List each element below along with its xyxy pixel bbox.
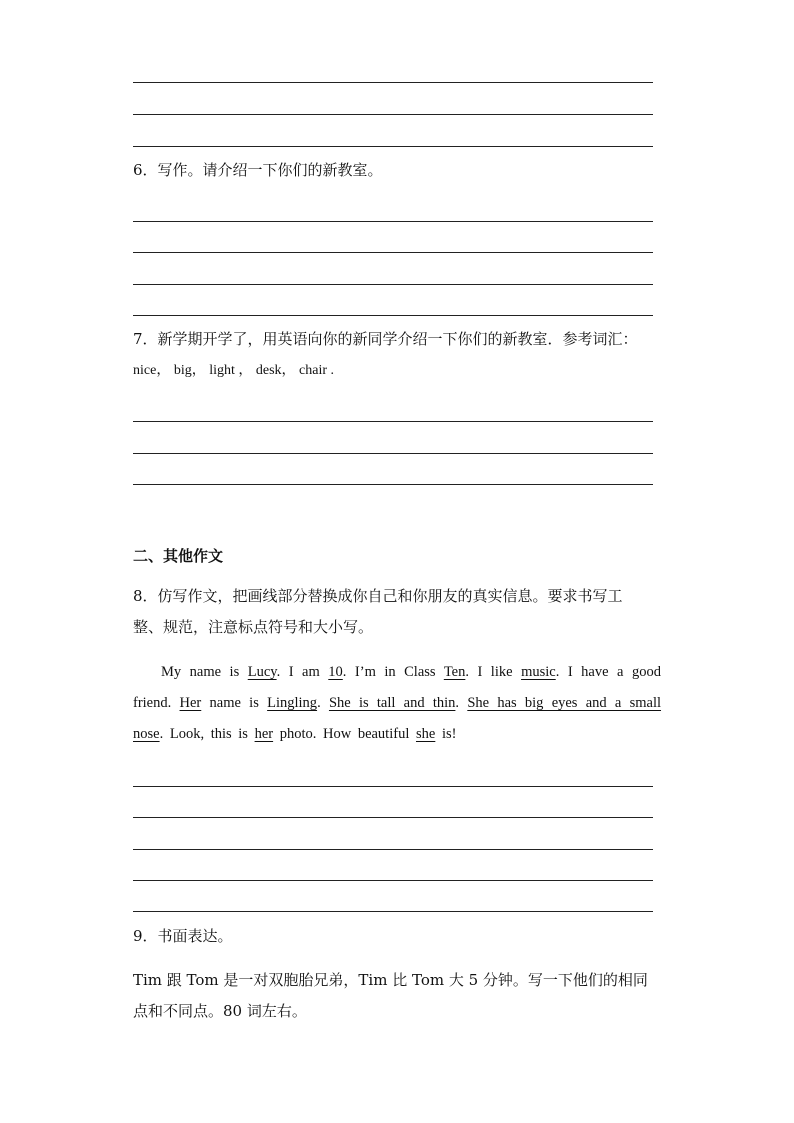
question-7-vocabulary: nice， big， light ， desk， chair . xyxy=(133,363,335,378)
question-9-title: 9．书面表达。 xyxy=(133,927,233,945)
passage-text: . I am xyxy=(276,664,329,680)
underlined-phrase: Lucy xyxy=(247,664,277,680)
writing-line xyxy=(133,315,653,316)
underlined-phrase: She is tall and thin xyxy=(328,695,456,711)
passage-text: name is xyxy=(201,695,268,711)
writing-line xyxy=(133,484,653,485)
question-6-prompt: 6．写作。请介绍一下你们的新教室。 xyxy=(133,161,383,179)
writing-line xyxy=(133,817,653,818)
section-heading: 二、其他作文 xyxy=(133,547,224,565)
underlined-phrase: music xyxy=(521,664,556,680)
writing-line xyxy=(133,911,653,912)
model-passage xyxy=(133,657,661,750)
passage-text: . Look, this is xyxy=(159,726,255,742)
underlined-phrase: She has big eyes and a small nose xyxy=(133,695,662,742)
writing-line xyxy=(133,786,653,787)
underlined-phrase: 10 xyxy=(328,664,343,680)
passage-text: . I’m in Class xyxy=(342,664,444,680)
writing-line xyxy=(133,284,653,285)
writing-line xyxy=(133,82,653,83)
question-8-prompt-line2: 整、规范，注意标点符号和大小写。 xyxy=(133,618,374,636)
underlined-phrase: she xyxy=(415,726,436,742)
writing-line xyxy=(133,114,653,115)
passage-text: . I like xyxy=(465,664,522,680)
question-9-prompt-line2: 点和不同点。80 词左右。 xyxy=(133,1002,307,1020)
writing-line xyxy=(133,252,653,253)
writing-line xyxy=(133,880,653,881)
passage-text: . xyxy=(317,695,329,711)
writing-line xyxy=(133,421,653,422)
writing-line xyxy=(133,146,653,147)
passage-text: is! xyxy=(435,726,457,742)
question-8-prompt-line1: 8．仿写作文，把画线部分替换成你自己和你朋友的真实信息。要求书写工 xyxy=(133,587,623,605)
underlined-phrase: Lingling xyxy=(267,695,318,711)
writing-line xyxy=(133,221,653,222)
question-9-prompt-line1: Tim 跟 Tom 是一对双胞胎兄弟，Tim 比 Tom 大 5 分钟。写一下他们的相同 xyxy=(133,971,648,989)
underlined-phrase: her xyxy=(254,726,274,742)
underlined-phrase: Her xyxy=(179,695,202,711)
underlined-phrase: Ten xyxy=(443,664,466,680)
writing-line xyxy=(133,453,653,454)
writing-line xyxy=(133,849,653,850)
passage-text: . xyxy=(455,695,468,711)
passage-text: . I have a good friend. xyxy=(133,664,661,711)
question-7-prompt: 7．新学期开学了，用英语向你的新同学介绍一下你们的新教室．参考词汇： xyxy=(133,330,638,348)
passage-text: My name is xyxy=(161,664,248,680)
passage-text: photo. How beautiful xyxy=(273,726,416,742)
